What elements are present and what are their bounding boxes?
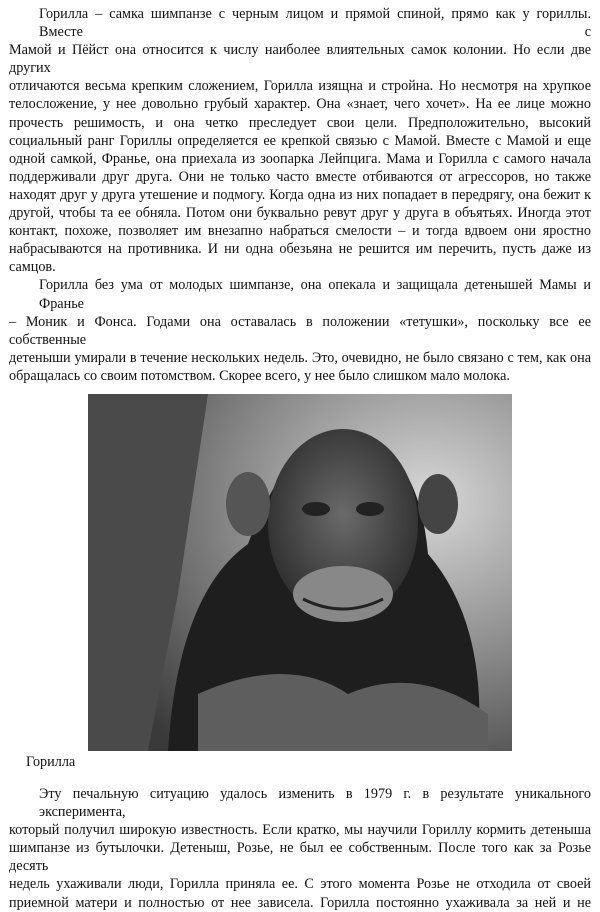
text-line: детеныши умирали в течение нескольких недель. Это, очевидно, не было связано с тем, как она [9, 349, 591, 366]
text-line: самцов. [9, 259, 56, 276]
text-line: Эту печальную ситуацию удалось изменить в 1979 г. в результате уникального эксперимента, [39, 785, 591, 821]
text-line: социальный ранг Гориллы определяется ее крепкой связью с Мамой. Вместе с Мамой и еще [9, 132, 591, 149]
text-line: одной самкой, Франье, она приехала из зоопарка Лейпцига. Мама и Горилла с самого начала [9, 150, 591, 167]
text-line: набрасываются на противника. И ни одна обезьяна не решится им перечить, пусть даже из [9, 241, 591, 258]
text-line: отличаются весьма крепким сложением, Горилла изящна и стройна. Но несмотря на хрупкое [9, 78, 591, 95]
text-line: Мамой и Пёйст она относится к числу наиболее влиятельных самок колонии. Но если две других [9, 42, 591, 77]
paragraph-3 [9, 785, 591, 912]
text-line: контакт, похоже, позволяет им внезапно набраться смелости – и тогда вдвоем они яростно [9, 223, 591, 240]
figure-caption: Горилла [26, 753, 76, 770]
text-line: телосложение, у нее довольно грубый характер. Она «знает, чего хочет». На ее лице можно [9, 96, 591, 113]
paragraph-2 [9, 276, 591, 385]
text-line: находят друг у друга утешение и подмогу. Когда одна из них попадает в передрягу, она бежит к [9, 186, 591, 203]
text-line: Горилла без ума от молодых шимпанзе, она опекала и защищала детенышей Мамы и Франье [39, 277, 591, 312]
text-line: который получил широкую известность. Если кратко, мы научили Гориллу кормить детеныша [9, 822, 591, 839]
text-line: обращалась со своим потомством. Скорее всего, у нее было слишком мало молока. [9, 367, 510, 384]
text-line: поддерживали друг друга. Они не только часто вместе отбиваются от агрессоров, но также [9, 168, 591, 185]
chimpanzee-photo [88, 394, 512, 751]
paragraph-1 [9, 5, 591, 276]
text-line: Горилла – самка шимпанзе с черным лицом и прямой спиной, прямо как у гориллы. Вместе с [39, 6, 591, 41]
text-line: другой, чтобы та ее обняла. Потом они буквально ревут друг у друга в объятьях. Иногда этот [9, 205, 591, 222]
text-line: шимпанзе из бутылочки. Детеныш, Розье, не был ее собственным. После того как за Розье десять [9, 840, 591, 875]
text-line: прочесть решимость, и она четко преследует свои цели. Предположительно, высокий [9, 114, 591, 131]
text-line: приемной матери и полностью от нее зависела. Горилла постоянно ухаживала за ней и не [9, 894, 591, 911]
text-line: недель ухаживали люди, Горилла приняла ее. С этого момента Розье не отходила от своей [9, 876, 591, 893]
text-line: – Моник и Фонса. Годами она оставалась в положении «тетушки», поскольку все ее собственные [9, 313, 591, 348]
